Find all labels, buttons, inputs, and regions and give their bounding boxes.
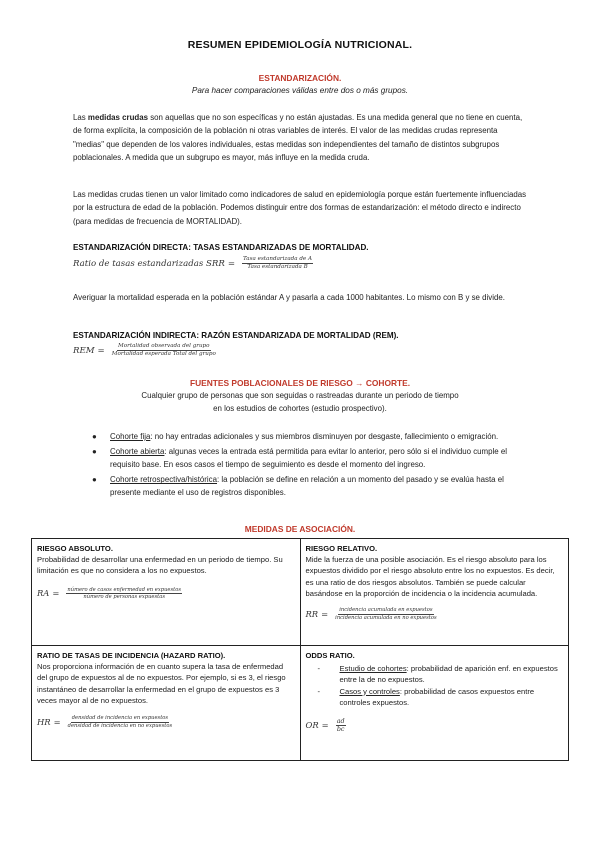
sources-intro-line1: Cualquier grupo de personas que son seguidas o rastreadas durante un periodo de tiempo bbox=[141, 391, 459, 400]
or-term: Estudio de cohortes bbox=[339, 664, 407, 674]
rr-formula bbox=[306, 607, 563, 621]
hr-numerator: densidad de incidencia en expuestos bbox=[71, 715, 169, 722]
crude-limitations-paragraph: Las medidas crudas tienen un valor limitado como indicadores de salud en epidemiología porque están fuertemente influenciadas por la estructura de edad de la población. Podemos distinguir entre dos formas de estandarización: el método directo e indirecto (para medidas de frecuencia de MORTALIDAD). bbox=[73, 190, 527, 226]
equals-sign: = bbox=[227, 258, 236, 269]
standardization-subtitle: Para hacer comparaciones válidas entre dos o más grupos. bbox=[191, 86, 409, 95]
hr-fraction bbox=[68, 715, 173, 729]
or-numerator: ad bbox=[336, 717, 345, 726]
or-title: ODDS RATIO. bbox=[305, 651, 355, 660]
equals-sign: = bbox=[52, 588, 60, 599]
list-item bbox=[88, 431, 528, 443]
hr-formula bbox=[37, 715, 294, 729]
dash-icon: - bbox=[317, 686, 321, 696]
table-row bbox=[32, 646, 569, 761]
ra-title: RIESGO ABSOLUTO. bbox=[37, 544, 113, 553]
direct-note-paragraph: Averiguar la mortalidad esperada en la población estándar A y pasarla a cada 1000 habitantes. Lo mismo con B y se divide. bbox=[73, 293, 505, 302]
or-fraction bbox=[336, 718, 346, 732]
rr-numerator: incidencia acumulada en expuestos bbox=[339, 607, 433, 614]
ra-formula bbox=[37, 587, 294, 601]
odds-ratio-list bbox=[306, 663, 563, 708]
para-prefix: Las bbox=[73, 113, 88, 122]
hr-description: Nos proporciona información de en cuanto supera la tasa de enfermedad del grupo de expuestos al de no expuestos. Por ejemplo, si es 3, el riesgo instantáneo de desarrollar la enfermedad en el grupo de expuestos es 3 veces mayor al de no expuestos. bbox=[37, 662, 286, 705]
bullet-icon: ● bbox=[92, 475, 97, 485]
rem-lhs: REM bbox=[73, 345, 95, 356]
cohort-term: Cohorte retrospectiva/histórica bbox=[110, 475, 218, 485]
rr-description: Mide la fuerza de una posible asociación. Es el riesgo absoluto para los expuestos dividido por el riesgo absoluto entre los no expuestos. Es decir, es una ratio de dos riesgos absolutos. También se puede calcular basándose en la proporción de incidencia o la incidencia acumulada. bbox=[305, 555, 555, 598]
list-item bbox=[88, 474, 528, 499]
ra-cell bbox=[32, 539, 301, 646]
or-lhs: OR bbox=[305, 719, 319, 730]
or-text: : probabilidad de casos expuestos entre controles expuestos. bbox=[339, 686, 535, 707]
cohort-text: : no hay entradas adicionales y sus miembros disminuyen por desgaste, fallecimiento o emigración. bbox=[150, 432, 499, 441]
equals-sign: = bbox=[97, 345, 105, 356]
cohort-term: Cohorte fija bbox=[110, 432, 151, 441]
direct-standardization-heading: ESTANDARIZACIÓN DIRECTA: TASAS ESTANDARIZADAS DE MORTALIDAD. bbox=[73, 243, 369, 252]
rem-numerator: Mortalidad observada del grupo bbox=[118, 343, 210, 349]
or-text: : probabilidad de aparición enf. en expuestos entre la de no expuestos. bbox=[339, 664, 558, 685]
equals-sign: = bbox=[321, 608, 329, 619]
list-item bbox=[306, 663, 563, 685]
srr-lhs: Ratio de tasas estandarizadas SRR bbox=[73, 258, 225, 269]
hr-cell bbox=[32, 646, 301, 761]
srr-numerator: Tasa estandarizada de A bbox=[243, 256, 313, 262]
or-formula bbox=[306, 718, 563, 732]
sources-heading: FUENTES POBLACIONALES DE RIESGO → COHORTE. bbox=[189, 378, 411, 388]
list-item bbox=[306, 686, 563, 708]
ra-description: Probabilidad de desarrollar una enfermedad en un periodo de tiempo. Su limitación es que no considera a los no expuestos. bbox=[37, 555, 283, 576]
table-row bbox=[32, 539, 569, 646]
document-title: RESUMEN EPIDEMIOLOGÍA NUTRICIONAL. bbox=[187, 39, 413, 51]
cohort-term: Cohorte abierta bbox=[110, 447, 165, 457]
ra-denominator: número de personas expuestas bbox=[83, 594, 165, 601]
standardization-heading: ESTANDARIZACIÓN. bbox=[258, 73, 342, 83]
or-term: Casos y controles bbox=[339, 686, 400, 696]
list-item bbox=[88, 446, 528, 471]
srr-fraction bbox=[242, 256, 313, 271]
dash-icon: - bbox=[317, 664, 321, 674]
or-denominator: bc bbox=[336, 724, 345, 733]
equals-sign: = bbox=[53, 716, 61, 727]
hr-title: RATIO DE TASAS DE INCIDENCIA (HAZARD RATIO). bbox=[37, 651, 226, 660]
srr-formula bbox=[73, 256, 313, 271]
rr-fraction bbox=[335, 607, 436, 621]
rr-denominator: incidencia acumulada en no expuestos bbox=[335, 614, 437, 621]
association-table bbox=[31, 538, 569, 761]
ra-lhs: RA bbox=[37, 588, 50, 599]
cohort-text: : la población se define en relación a un momento del pasado y se evalúa hasta el presente mediante el uso de registros disponibles. bbox=[110, 475, 504, 497]
indirect-standardization-heading: ESTANDARIZACIÓN INDIRECTA: RAZÓN ESTANDARIZADA DE MORTALIDAD (REM). bbox=[73, 331, 399, 340]
equals-sign: = bbox=[321, 719, 329, 730]
bullet-icon: ● bbox=[92, 432, 97, 441]
crude-measures-term: medidas crudas bbox=[87, 113, 149, 122]
hr-denominator: densidad de incidencia en no expuestos bbox=[67, 722, 173, 729]
rem-denominator: Mortalidad esperada Total del grupo bbox=[111, 351, 216, 357]
cohort-list bbox=[88, 431, 528, 502]
bullet-icon: ● bbox=[92, 447, 97, 457]
hr-lhs: HR bbox=[37, 716, 51, 727]
rr-lhs: RR bbox=[305, 608, 319, 619]
rr-title: RIESGO RELATIVO. bbox=[305, 544, 378, 553]
ra-fraction bbox=[66, 587, 182, 601]
rem-fraction bbox=[112, 343, 216, 358]
srr-denominator: Tasa estandarizada B bbox=[247, 264, 308, 270]
sources-intro-line2: en los estudios de cohortes (estudio prospectivo). bbox=[213, 404, 387, 413]
para-rest: son aquellas que no son específicas y no están ajustadas. Es una medida general que no tiene en cuenta, de forma explícita, la composición de la población ni otras variables de interés. El valor de las medidas crudas representa "medias" que dependen de los valores individuales, estas medidas son independientes del tamaño de distintos subgrupos poblacionales. A medida que un subgrupo es mayor, más influye en la medida cruda. bbox=[73, 113, 523, 163]
crude-measures-paragraph bbox=[73, 111, 528, 165]
or-cell bbox=[300, 646, 569, 761]
rem-formula bbox=[73, 343, 216, 358]
cohort-text: : algunas veces la entrada está permitida para evitar lo anterior, pero sólo si el individuo cumple el requisito base. En esos casos el tiempo de seguimiento es desde el momento del ingreso. bbox=[110, 447, 507, 469]
rr-cell bbox=[300, 539, 569, 646]
ra-numerator: número de casos enfermedad en expuestos bbox=[67, 586, 182, 593]
association-heading: MEDIDAS DE ASOCIACIÓN. bbox=[244, 524, 356, 534]
